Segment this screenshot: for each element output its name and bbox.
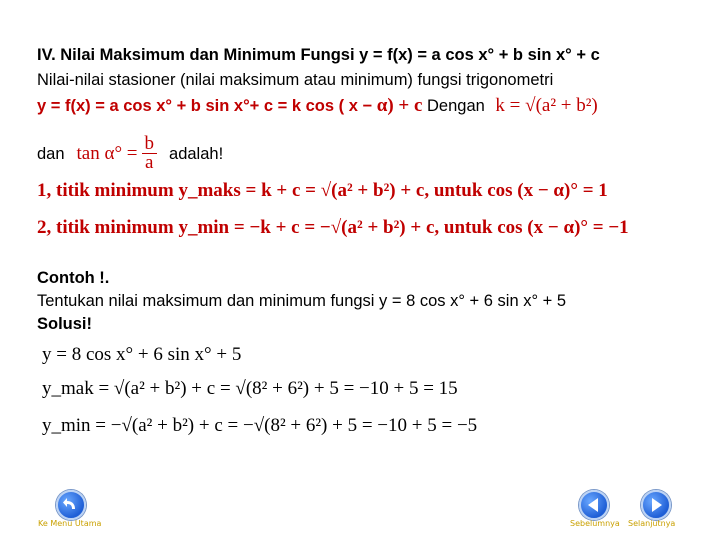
max-rule: 1, titik minimum y_maks = k + c = √(a² + b²) + c, untuk cos (x − α)° = 1 [37,180,608,201]
next-label[interactable]: Selanjutnya [628,519,676,528]
home-label[interactable]: Ke Menu Utama [38,519,102,528]
equation-line [37,96,598,116]
home-button[interactable] [56,490,86,520]
solution-line-1: y = 8 cos x° + 6 sin x° + 5 [42,344,242,365]
prev-button[interactable] [579,490,609,520]
solution-label: Solusi! [37,315,93,333]
intro-text: Nilai-nilai stasioner (nilai maksimum atau minimum) fungsi trigonometri [37,71,554,89]
adalah-text: adalah! [169,144,224,163]
prev-label[interactable]: Sebelumnya [570,519,620,528]
page-title: IV. Nilai Maksimum dan Minimum Fungsi y = f(x) = a cos x° + b sin x° + c [37,46,600,64]
equation-text: y = f(x) = a cos x° + b sin x°+ c = k cos ( x − [37,97,373,115]
example-question: Tentukan nilai maksimum dan minimum fungsi y = 8 cos x° + 6 sin x° + 5 [37,292,567,310]
alpha-part: α) + c [376,95,423,116]
solution-line-2: y_mak = √(a² + b²) + c = √(8² + 6²) + 5 = −10 + 5 = 15 [42,378,458,399]
k-formula: k = √(a² + b²) [495,95,598,116]
triangle-right-icon [643,492,669,518]
tan-line [37,135,223,172]
dengan-text: Dengan [427,97,485,115]
solution-line-3: y_min = −√(a² + b²) + c = −√(8² + 6²) + 5 = −10 + 5 = −5 [42,415,478,436]
next-button[interactable] [641,490,671,520]
tan-numerator: b [142,135,158,154]
tan-fraction [142,135,158,172]
tan-denominator: a [145,152,154,173]
tan-lhs: tan α° = [76,142,138,164]
return-arrow-icon [58,492,84,518]
min-rule: 2, titik minimum y_min = −k + c = −√(a² + b²) + c, untuk cos (x − α)° = −1 [37,217,629,238]
triangle-left-icon [581,492,607,518]
example-title: Contoh !. [37,269,110,287]
dan-text: dan [37,144,65,163]
